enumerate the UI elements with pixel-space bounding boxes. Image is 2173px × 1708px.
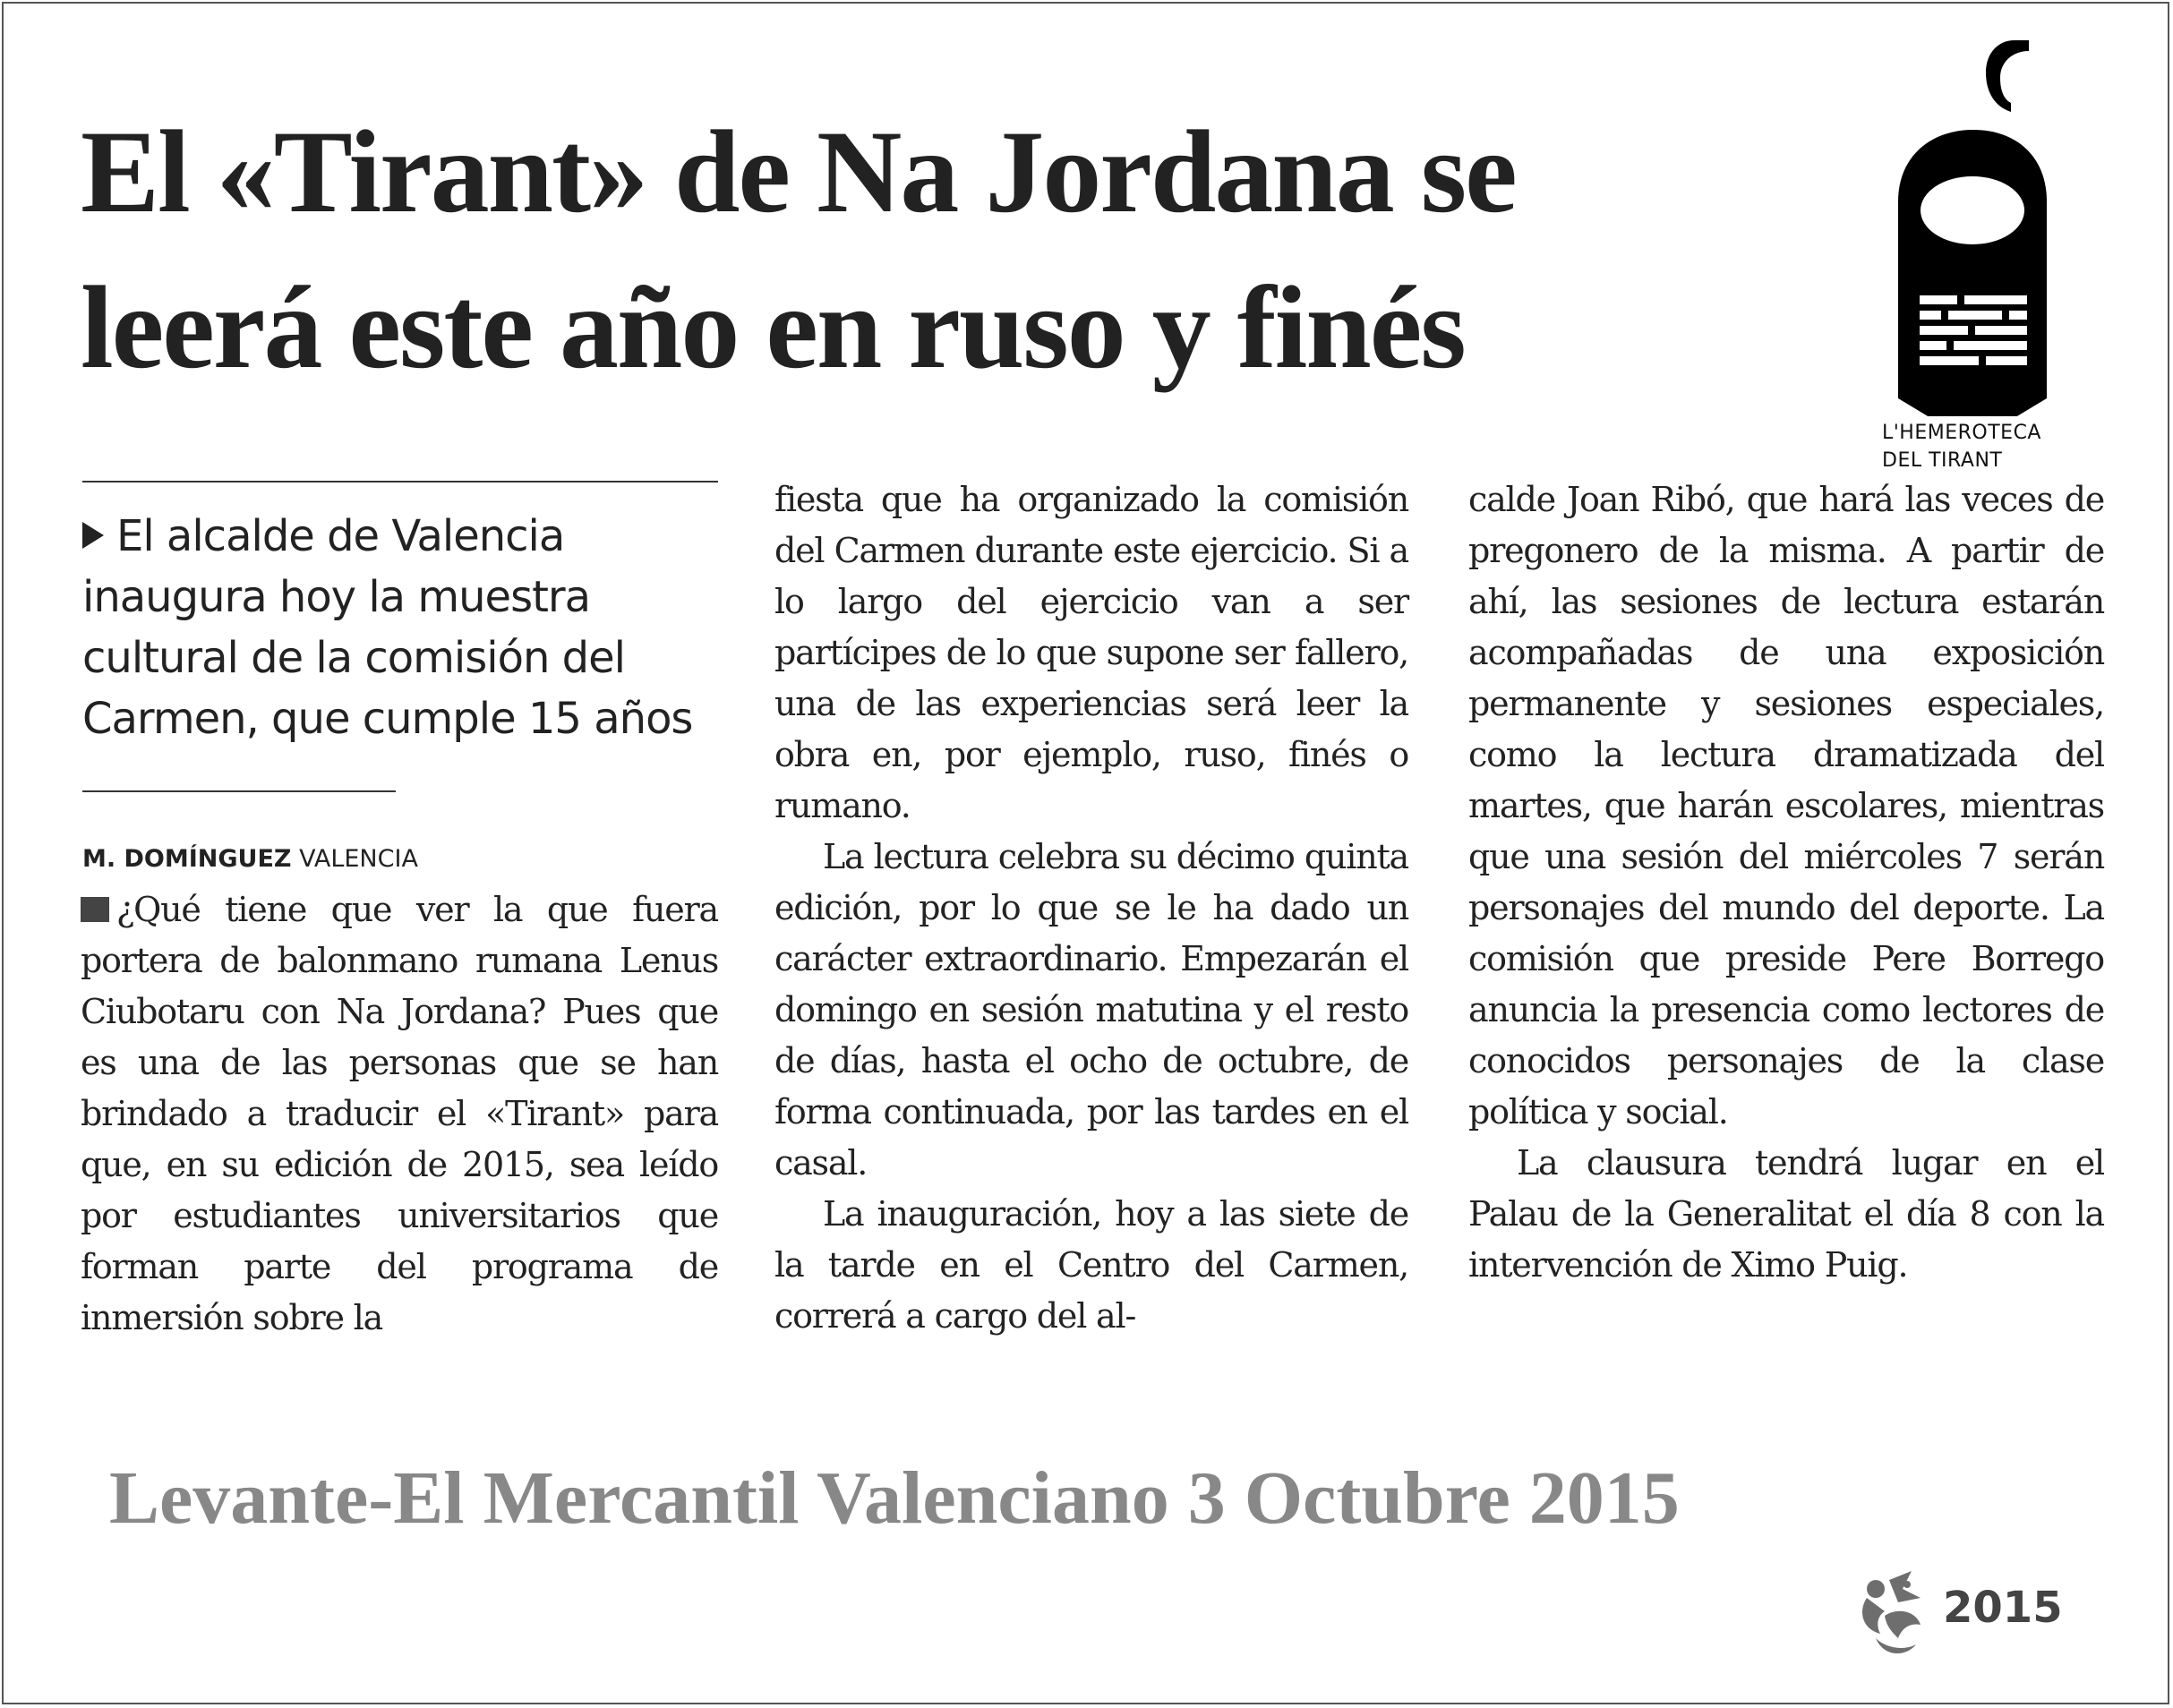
- triangle-bullet-icon: [82, 522, 104, 549]
- article-column-1: [81, 884, 718, 1344]
- headline-line-2: leerá este año en ruso y finés: [81, 261, 1465, 393]
- byline: [82, 845, 727, 873]
- square-bullet-icon: [81, 897, 109, 922]
- article-paragraph: La lectura celebra su décimo quinta edición, por lo que se le ha dado un carácter extraordinario. Empezarán el domingo en sesión matutina y el resto de días, hasta el ocho de octubre, de forma continuada, por las tardes en el casal.: [774, 837, 1408, 1183]
- article-column-2: [774, 474, 1408, 1342]
- saint-george-dragon-icon: [1849, 1562, 1938, 1661]
- article-paragraph: calde Joan Ribó, que hará las veces de pregonero de la misma. A partir de ahí, las sesiones de lectura estarán acompañadas de una exposición permanente y sesiones especiales, como la lectura dramatizada del martes, que harán escolares, mientras que una sesión del miércoles 7 serán personajes del mundo del deporte. La comisión que preside Pere Borrego anuncia la presencia como lectores de conocidos personajes de la clase política y social.: [1468, 480, 2104, 1132]
- headline: [81, 94, 1880, 406]
- article-paragraph: fiesta que ha organizado la comisión del Carmen durante este ejercicio. Si a lo largo del ejercicio van a ser partícipes de lo que supone ser fallero, una de las experiencias será leer la obra en, por ejemplo, ruso, finés o rumano.: [774, 480, 1408, 825]
- source-caption: Levante-El Mercantil Valenciano 3 Octubre 2015: [109, 1456, 1680, 1540]
- footer-year: 2015: [1943, 1583, 2063, 1633]
- article-paragraph: La clausura tendrá lugar en el Palau de la Generalitat el día 8 con la intervención de Ximo Puig.: [1468, 1143, 2104, 1285]
- subhead-text: El alcalde de Valencia inaugura hoy la muestra cultural de la comisión del Carmen, que cumple 15 años: [82, 511, 693, 744]
- article-paragraph: La inauguración, hoy a las siete de la tarde en el Centro del Carmen, correrá a cargo del al-: [774, 1194, 1408, 1336]
- article-text: ¿Qué tiene que ver la que fuera portera de balonmano rumana Lenus Ciubotaru con Na Jordana? Pues que es una de las personas que se han brindado a traducir el «Tirant» para que, en su edición de 2015, sea leído por estudiantes universitarios que forman parte del programa de inmersión sobre la: [81, 890, 718, 1337]
- article-paragraph: [81, 884, 718, 1344]
- subhead-bottom-rule: [82, 790, 396, 792]
- logo-caption: [1882, 419, 2115, 474]
- article-column-3: [1468, 474, 2104, 1291]
- byline-place: VALENCIA: [299, 845, 418, 873]
- byline-author: M. DOMÍNGUEZ: [82, 845, 292, 873]
- subhead-top-rule: [82, 481, 718, 483]
- logo-caption-line-2: DEL TIRANT: [1882, 449, 2003, 472]
- logo-caption-line-1: L'HEMEROTECA: [1882, 422, 2041, 444]
- hemeroteca-tirant-logo-icon: [1880, 40, 2059, 416]
- subhead: [82, 506, 727, 749]
- headline-line-1: El «Tirant» de Na Jordana se: [81, 106, 1516, 237]
